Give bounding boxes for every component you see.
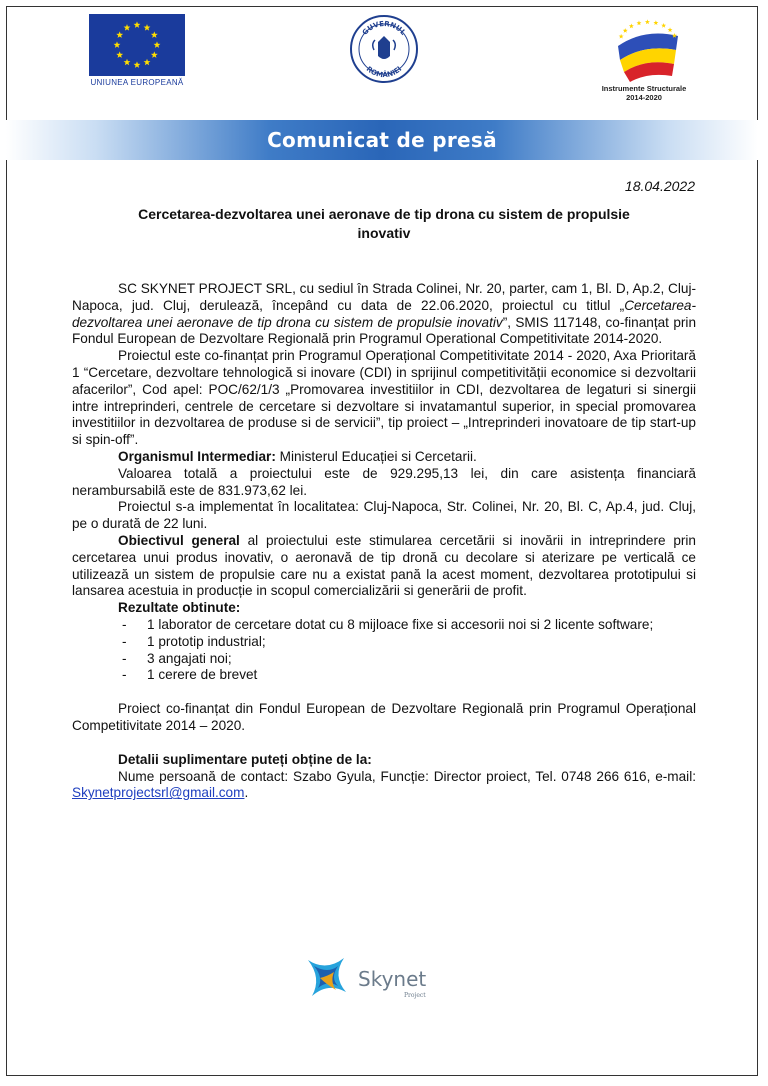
document-title-line2: inovativ — [357, 225, 411, 241]
press-release-body — [72, 281, 696, 802]
document-title — [120, 205, 648, 243]
list-item: - 1 laborator de cercetare dotat cu 8 mijloace fixe si accesorii noi si 2 licente software; — [122, 616, 654, 632]
seal-text-top: GUVERNUL — [360, 19, 408, 37]
paragraph-objective: Obiectivul general al proiectului este stimularea cercetării si inovării in intreprindere prin cercetarea unui produs inovativ, o aeronavă de tip dronă cu decolare si aterizare pe verticală ce utilizează un sistem de propulsie care nu a existat pană la acest moment, dezvoltarea prototipului si lansarea acestuia in producție in scopul comercializării si generării de profit. — [72, 532, 696, 599]
list-item: - 3 angajati noi; — [122, 650, 232, 666]
eu-star-icon — [645, 19, 650, 24]
eu-star-icon — [629, 24, 634, 29]
eu-star-icon — [668, 27, 673, 32]
contact-heading: Detalii suplimentare puteți obține de la: — [118, 751, 372, 767]
paragraph-value: Valoarea totală a proiectului este de 929.295,13 lei, din care asistența financiară nerambursabilă este de 831.973,62 lei. — [72, 465, 696, 498]
instrumente-structurale-logo-icon — [604, 10, 688, 84]
eu-star-icon — [637, 21, 642, 26]
contact-email-link[interactable]: Skynetprojectsrl@gmail.com — [72, 785, 245, 801]
skynet-logo-sub: Project — [404, 992, 426, 999]
skynet-logo-icon — [300, 952, 450, 1008]
document-title-line1: Cercetarea-dezvoltarea unei aeronave de tip drona cu sistem de propulsie — [138, 206, 630, 222]
romanian-government-seal-icon — [349, 14, 419, 84]
is-label — [592, 84, 696, 102]
seal-text-bottom: ROMÂNIEI — [364, 64, 404, 80]
eu-star-icon — [653, 20, 658, 25]
project-title-italic: Cercetarea-dezvoltarea unei aeronave de tip drona cu sistem de propulsie inovativ — [72, 297, 696, 330]
banner-title: Comunicat de presă — [267, 128, 497, 152]
paragraph-intermediary: Organismul Intermediar: Ministerul Educației si Cercetarii. — [118, 448, 477, 464]
eu-star-icon — [619, 34, 624, 39]
is-label-line2: 2014-2020 — [626, 93, 662, 102]
paragraph-intro: SC SKYNET PROJECT SRL, cu sediul în Strada Colinei, Nr. 20, parter, cam 1, Bl. D, Ap.2, Cluj-Napoca, jud. Cluj, derulează, începând cu data de 22.06.2020, proiectul cu titlul „Cercetarea-dezvoltarea unei aeronave de tip drona cu sistem de propulsie inovativ”, SMIS 117148, co-finanțat prin Fondul European de Dezvoltare Regională prin Programul Operational Competitivitate 2014-2020. — [72, 281, 697, 347]
list-item: - 1 prototip industrial; — [122, 633, 266, 649]
skynet-logo-name: Skynet — [358, 967, 427, 991]
results-heading: Rezultate obtinute: — [118, 600, 241, 616]
is-label-line1: Instrumente Structurale — [601, 84, 687, 93]
press-release-banner — [6, 120, 758, 160]
release-date: 18.04.2022 — [624, 178, 695, 194]
paragraph-cofinancing: Proiect co-finanțat din Fondul European de Dezvoltare Regională prin Programul Operațional Competitivitate 2014 – 2020. — [72, 701, 696, 733]
list-item: - 1 cerere de brevet — [122, 667, 258, 683]
eu-flag-icon — [89, 14, 185, 76]
contact-details: Nume persoană de contact: Szabo Gyula, Funcție: Director proiect, Tel. 0748 266 616, e-mail: Skynetprojectsrl@gmail.com. — [72, 768, 696, 801]
results-list — [72, 617, 696, 684]
paragraph-location: Proiectul s-a implementat în localitatea: Cluj-Napoca, Str. Colinei, Nr. 20, Bl. C, Ap.4, jud. Cluj, pe o durată de 22 luni. — [72, 499, 696, 532]
eu-star-icon — [623, 28, 628, 33]
eu-star-icon — [661, 23, 666, 28]
eu-label: UNIUNEA EUROPEANĂ — [90, 78, 184, 87]
paragraph-financing: Proiectul este co-finanțat prin Programul Operațional Competitivitate 2014 - 2020, Axa Prioritară 1 “Cercetare, dezvoltare tehnologică si inovare (CDI) in sprijinul competitivității economice si dezvoltarii afacerilor”, Cod apel: POC/62/1/3 „Promovarea investitiilor in CDI, dezvoltarea de legaturi si sinergii intre intreprinderi, centrele de cercetare si dezvoltare si invatamantul superior, in special promovarea investitiilor in dezvoltarea de produse si de servicii”, tip proiect – „Intreprinderi inovatoare de tip start-up si spin-off”. — [72, 348, 696, 448]
